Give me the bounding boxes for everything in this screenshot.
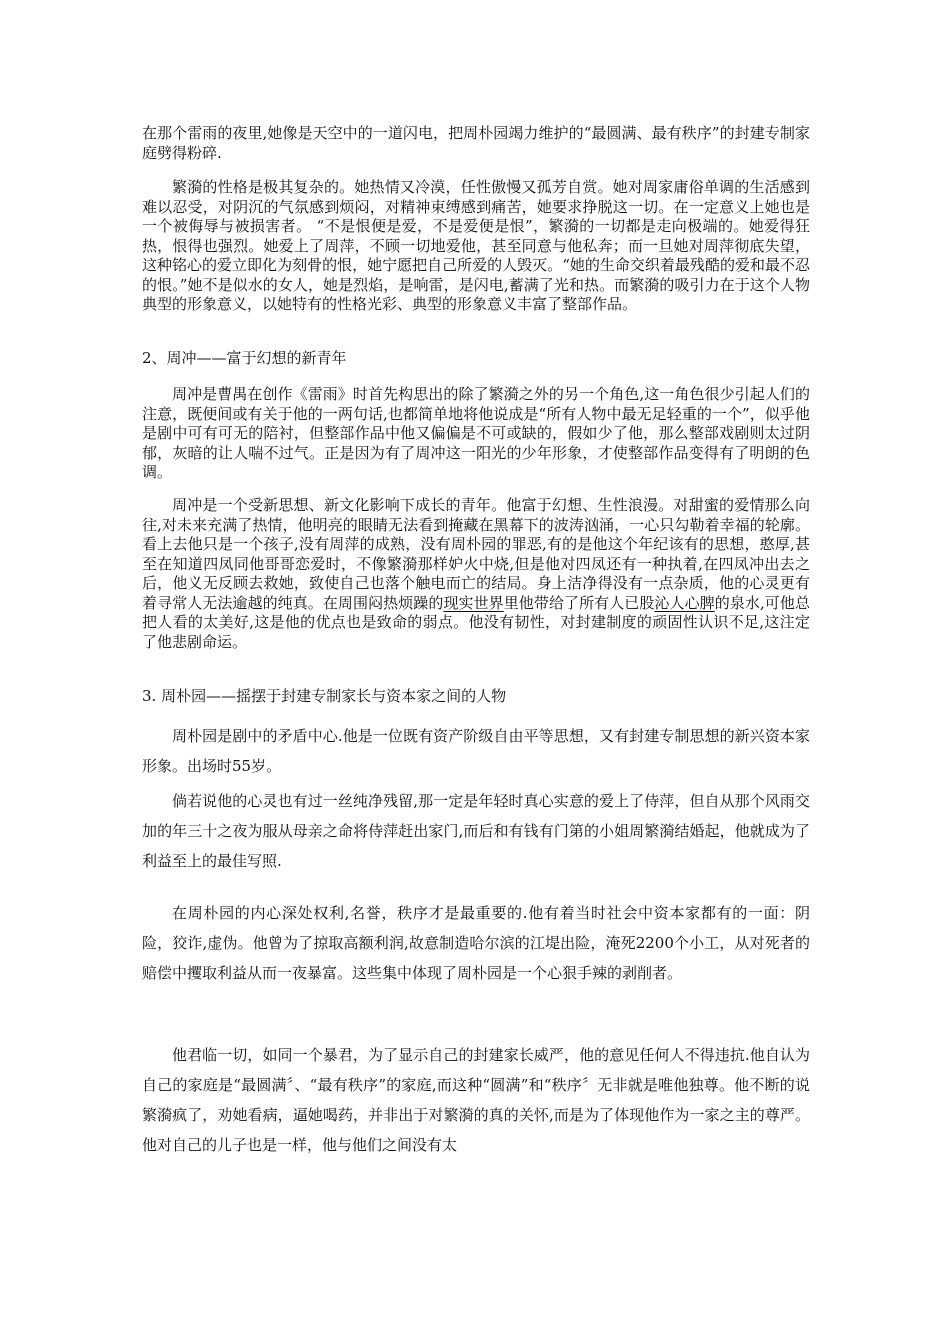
paragraph-4-block <box>142 496 810 652</box>
section-heading-2-block <box>142 348 810 368</box>
paragraph-1-block <box>142 124 810 163</box>
paragraph-3-block <box>142 385 810 483</box>
paragraph-4-part-c: 的泉水,可他总把人看的太美好,这是他的优点也是致命的弱点。他没有韧性，对封建制度的顽固性认识不足,这注定了他悲剧命运。 <box>142 593 810 651</box>
paragraph-1: 在那个雷雨的夜里,她像是天空中的一道闪电，把周朴园竭力维护的“最圆满、最有秩序”的封建专制家庭劈得粉碎. <box>142 124 810 162</box>
paragraph-8-block <box>142 1040 810 1160</box>
section-heading-3-block <box>142 686 810 706</box>
paragraph-5-block <box>142 721 810 781</box>
paragraph-6-block <box>142 786 810 876</box>
underlined-phrase-2: 沁人心脾 <box>654 593 715 612</box>
paragraph-7-block <box>142 898 810 988</box>
paragraph-5: 周朴园是剧中的矛盾中心.他是一位既有资产阶级自由平等思想，又有封建专制思想的新兴资本家形象。出场时55岁。 <box>142 727 810 775</box>
underlined-phrase-1: 现实世界 <box>443 593 504 612</box>
paragraph-4-part-b: 里他带给了所有人已股 <box>503 593 655 612</box>
paragraph-7: 在周朴园的内心深处权利,名誉，秩序才是最重要的.他有着当时社会中资本家都有的一面：阴险，狡诈,虚伪。他曾为了掠取高额利润,故意制造哈尔滨的江堤出险，淹死2200个小工，从对死者的赔偿中攫取利益从而一夜暴富。这些集中体现了周朴园是一个心狠手辣的剥削者。 <box>142 904 810 982</box>
paragraph-2-block <box>142 178 810 315</box>
paragraph-2: 繁漪的性格是极其复杂的。她热情又冷漠，任性傲慢又孤芳自赏。她对周家庸俗单调的生活感到难以忍受，对阴沉的气氛感到烦闷，对精神束缚感到痛苦，她要求挣脱这一切。在一定意义上她也是一个被侮辱与被损害者。 “不是恨便是爱，不是爱便是恨”，繁漪的一切都是走向极端的。她爱得狂热，恨得也强烈。她爱上了周萍，不顾一切地爱他，甚至同意与他私奔；而一旦她对周萍彻底失望，这种铭心的爱立即化为刻骨的恨，她宁愿把自己所爱的人毁灭。“她的生命交织着最残酷的爱和最不忍的恨。”她不是似水的女人，她是烈焰，是响雷，是闪电,蓄满了光和热。而繁漪的吸引力在于这个人物典型的形象意义，以她特有的性格光彩、典型的形象意义丰富了整部作品。 <box>142 178 810 313</box>
paragraph-3: 周冲是曹禺在创作《雷雨》时首先构思出的除了繁漪之外的另一个角色,这一角色很少引起人们的注意，既便间或有关于他的一两句话,也都简单地将他说成是“所有人物中最无足轻重的一个”，似乎他是剧中可有可无的陪衬，但整部作品中他又偏偏是不可或缺的，假如少了他，那么整部戏剧则太过阴郁，灰暗的让人喘不过气。正是因为有了周冲这一阳光的少年形象，才使整部作品变得有了明朗的色调。 <box>142 385 810 481</box>
section-heading-3: 3. 周朴园——摇摆于封建专制家长与资本家之间的人物 <box>142 687 507 705</box>
paragraph-6: 倘若说他的心灵也有过一丝纯净残留,那一定是年轻时真心实意的爱上了侍萍，但自从那个风雨交加的年三十之夜为服从母亲之命将侍萍赶出家门,而后和有钱有门第的小姐周繁漪结婚起，他就成为了利益至上的最佳写照. <box>142 792 810 870</box>
paragraph-4-part-a: 周冲是一个受新思想、新文化影响下成长的青年。他富于幻想、生性浪漫。对甜蜜的爱情那么向往,对未来充满了热情，他明亮的眼睛无法看到掩藏在黑幕下的波涛汹涌，一心只勾勒着幸福的轮廓。看上去他只是一个孩子,没有周萍的成熟，没有周朴园的罪恶,有的是他这个年纪该有的思想，憨厚,甚至在知道四凤同他哥哥恋爱时，不像繁漪那样妒火中烧,但是他对四凤还有一种执着,在四凤冲出去之后，他义无反顾去救她，致使自己也落个触电而亡的结局。身上洁净得没有一点杂质，他的心灵更有着寻常人无法逾越的纯真。在周围闷热烦躁的 <box>142 496 810 612</box>
paragraph-8: 他君临一切，如同一个暴君，为了显示自己的封建家长威严，他的意见任何人不得违抗.他自认为自己的家庭是“最圆满〞、“最有秩序”的家庭,而这种“圆满”和“秩序〞无非就是唯他独尊。他不断的说繁漪疯了，劝她看病，逼她喝药，并非出于对繁漪的真的关怀,而是为了体现他作为一家之主的尊严。他对自己的儿子也是一样，他与他们之间没有太 <box>142 1046 810 1154</box>
section-heading-2: 2、周冲——富于幻想的新青年 <box>142 349 347 367</box>
paragraph-4 <box>142 496 810 652</box>
